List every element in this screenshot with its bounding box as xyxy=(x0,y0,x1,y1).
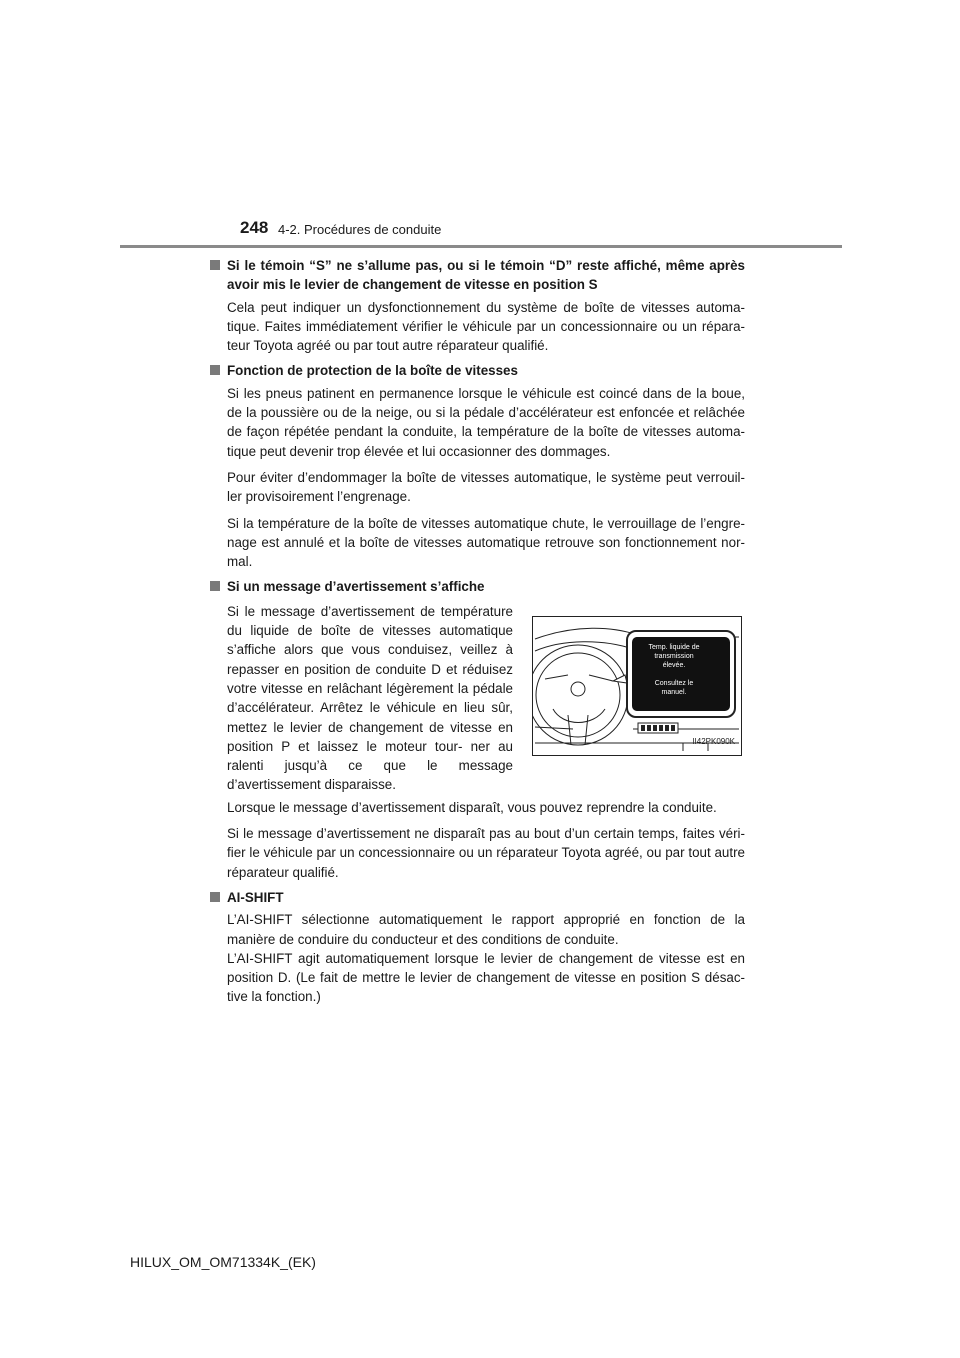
header-rule xyxy=(120,245,842,248)
dashboard-illustration xyxy=(532,616,742,756)
section-heading: Si un message d’avertissement s’affiche xyxy=(210,577,745,596)
section-title: 4-2. Procédures de conduite xyxy=(278,222,442,237)
section-warning-message xyxy=(210,577,745,881)
square-bullet-icon xyxy=(210,260,220,270)
figure-code: II42PK090K xyxy=(692,737,735,747)
figure-row xyxy=(210,599,745,795)
section-heading: Fonction de protection de la boîte de vitesses xyxy=(210,361,745,380)
paragraph: Pour éviter d’endommager la boîte de vitesses automatique, le système peut verrouil- ler provisoirement l’engrenage. xyxy=(227,469,745,505)
section-s-indicator xyxy=(210,256,745,355)
warning-display-text: Temp. liquide de transmission élevée. Consultez le manuel. xyxy=(648,643,700,696)
paragraph: L’AI-SHIFT sélectionne automatiquement le rapport approprié en fonction de la manière de conduire du conducteur et des conditions de conduite. xyxy=(227,912,745,947)
paragraph: Si la température de la boîte de vitesses automatique chute, le verrouillage de l’engre- nage est annulé et la boîte de vitesses automatique retrouve son fonctionnement nor- mal. xyxy=(227,515,745,570)
section-ai-shift xyxy=(210,888,745,1007)
square-bullet-icon xyxy=(210,365,220,375)
square-bullet-icon xyxy=(210,581,220,591)
paragraph: Cela peut indiquer un dysfonctionnement du système de boîte de vitesses automa- tique. Faites immédiatement vérifier le véhicule par un concessionnaire ou un répara- teur Toyota agréé ou par tout autre réparateur qualifié. xyxy=(227,299,745,354)
page-number: 248 xyxy=(240,218,269,237)
square-bullet-icon xyxy=(210,892,220,902)
paragraph: Si les pneus patinent en permanence lorsque le véhicule est coincé dans de la boue, de la poussière ou de la neige, ou si la pédale d’accélérateur est enfoncée et relâchée de façon répétée pendant la conduite, la température de la boîte de vitesses automa- tique peut devenir trop élevée et lui occasionner des dommages. xyxy=(227,385,745,459)
main-content xyxy=(210,256,745,1013)
paragraph: Si le message d’avertissement de température du liquide de boîte de vitesses automatique s’affiche alors que vous conduisez, veillez à repasser en position de conduite D et réduisez votre vitesse en relâchant légèrement la pédale d’accélérateur. Arrêtez le véhicule en lieu sûr, mettez le levier de changement de vitesse en position P et laissez le moteur tour- ner au ralenti jusqu’à ce que le message d’avertissement disparaisse. xyxy=(227,603,513,793)
paragraph: Si le message d’avertissement ne disparaît pas au bout d’un certain temps, faites véri- fier le véhicule par un concessionnaire ou un réparateur Toyota agréé, ou par tout autre réparateur qualifié. xyxy=(227,826,745,880)
section-gearbox-protection xyxy=(210,361,745,571)
paragraph: L’AI-SHIFT agit automatiquement lorsque le levier de changement de vitesse est en position D. (Le fait de mettre le levier de changement de vitesse en position S désac- tive la fonction.) xyxy=(227,950,745,1005)
paragraph: Lorsque le message d’avertissement disparaît, vous pouvez reprendre la conduite. xyxy=(227,799,717,815)
section-heading: Si le témoin “S” ne s’allume pas, ou si le témoin “D” reste affiché, même après avoir mis le levier de changement de vitesse en position S xyxy=(210,256,745,295)
document-code: HILUX_OM_OM71334K_(EK) xyxy=(130,1254,316,1270)
section-heading: AI-SHIFT xyxy=(210,888,745,907)
